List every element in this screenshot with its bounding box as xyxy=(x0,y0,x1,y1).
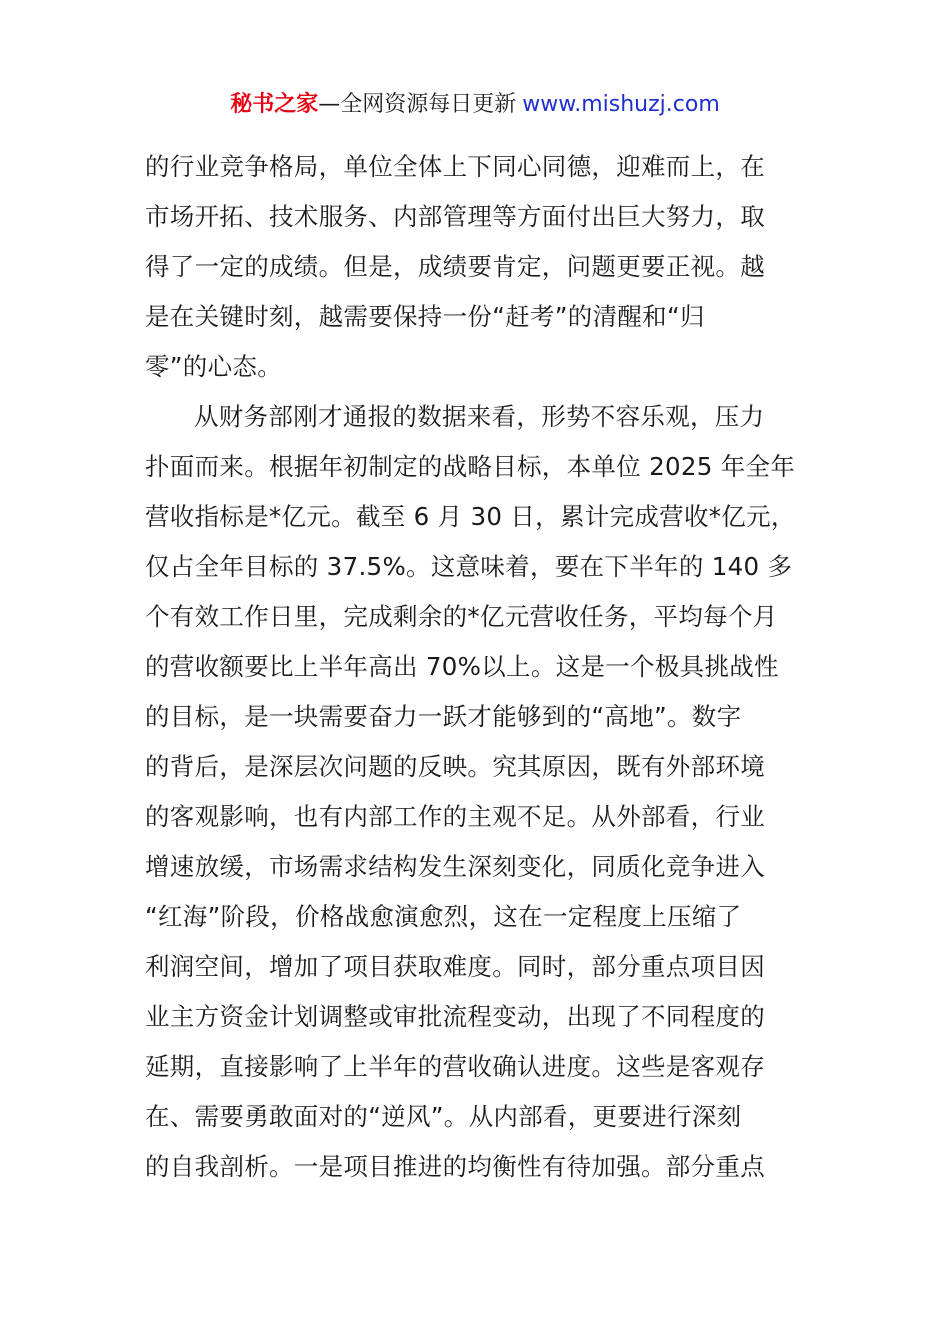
text-line: 个有效工作日里，完成剩余的*亿元营收任务，平均每个月 xyxy=(145,602,778,631)
paragraph-2 xyxy=(145,392,810,1192)
text-line: 从财务部刚才通报的数据来看，形势不容乐观，压力 xyxy=(194,402,765,431)
text-line: 的目标，是一块需要奋力一跃才能够到的“高地”。数字 xyxy=(145,702,742,731)
text-line: 的自我剖析。一是项目推进的均衡性有待加强。部分重点 xyxy=(145,1152,765,1181)
text-line: 延期，直接影响了上半年的营收确认进度。这些是客观存 xyxy=(145,1052,765,1081)
text-line: 营收指标是*亿元。截至 6 月 30 日，累计完成营收*亿元， xyxy=(145,502,796,531)
text-line: 在、需要勇敢面对的“逆风”。从内部看，更要进行深刻 xyxy=(145,1102,742,1131)
text-line: 得了一定的成绩。但是，成绩要肯定，问题更要正视。越 xyxy=(145,252,765,281)
site-tagline: —全网资源每日更新 xyxy=(318,92,517,117)
text-line: “红海”阶段，价格战愈演愈烈，这在一定程度上压缩了 xyxy=(145,902,742,931)
document-body xyxy=(145,142,810,1192)
text-line: 的背后，是深层次问题的反映。究其原因，既有外部环境 xyxy=(145,752,765,781)
text-line: 零”的心态。 xyxy=(145,352,282,381)
text-line: 的营收额要比上半年高出 70%以上。这是一个极具挑战性 xyxy=(145,652,779,681)
text-line: 扑面而来。根据年初制定的战略目标，本单位 2025 年全年 xyxy=(145,452,796,481)
text-line: 增速放缓，市场需求结构发生深刻变化，同质化竞争进入 xyxy=(145,852,765,881)
site-url-link[interactable]: www.mishuzj.com xyxy=(522,92,720,117)
site-header xyxy=(0,88,950,122)
text-line: 的客观影响，也有内部工作的主观不足。从外部看，行业 xyxy=(145,802,765,831)
text-line: 仅占全年目标的 37.5%。这意味着，要在下半年的 140 多 xyxy=(145,552,793,581)
text-line: 业主方资金计划调整或审批流程变动，出现了不同程度的 xyxy=(145,1002,765,1031)
text-line: 是在关键时刻，越需要保持一份“赶考”的清醒和“归 xyxy=(145,302,705,331)
text-line: 利润空间，增加了项目获取难度。同时，部分重点项目因 xyxy=(145,952,765,981)
text-line: 的行业竞争格局，单位全体上下同心同德，迎难而上，在 xyxy=(145,152,765,181)
text-line: 市场开拓、技术服务、内部管理等方面付出巨大努力，取 xyxy=(145,202,765,231)
site-brand: 秘书之家 xyxy=(230,92,319,117)
paragraph-1 xyxy=(145,142,810,392)
